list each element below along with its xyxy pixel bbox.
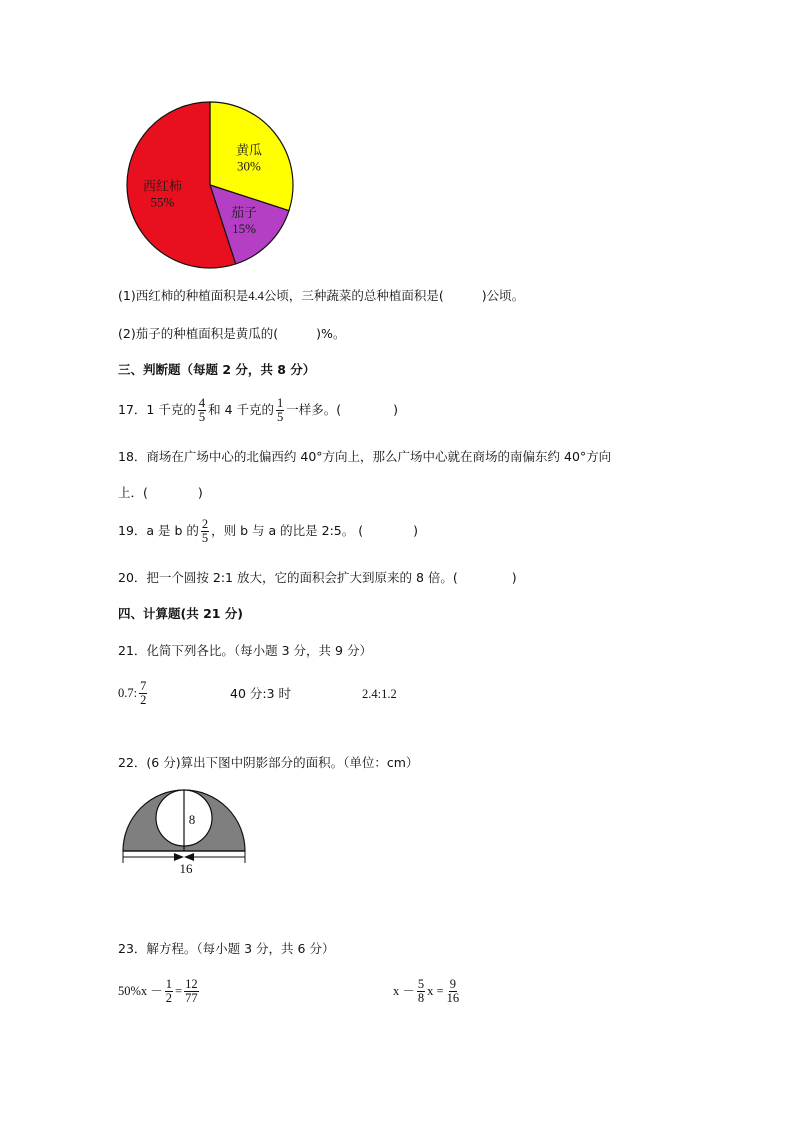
fraction: $\frac{12}{77}$ bbox=[185, 977, 198, 1006]
pie-value-1: 30% bbox=[237, 158, 261, 174]
question-pie-2 bbox=[118, 328, 345, 341]
q17-part3: 一样多。( bbox=[286, 402, 342, 418]
q23-equation-1 bbox=[118, 978, 201, 1005]
pie-chart bbox=[118, 96, 303, 276]
question-23-title: 23．解方程。（每小题 3 分，共 6 分） bbox=[118, 941, 335, 956]
q18-end: ) bbox=[197, 485, 203, 500]
q21-expr1-prefix: 0.7: bbox=[118, 686, 138, 701]
pie-value-2: 15% bbox=[232, 221, 256, 237]
q20-text: 20．把一个圆按 2:1 放大，它的面积会扩大到原来的 8 倍。( bbox=[118, 570, 458, 585]
question-20 bbox=[118, 572, 517, 585]
fraction: $\frac{9}{16}$ bbox=[446, 977, 460, 1006]
q17-end: ) bbox=[393, 402, 399, 418]
pie-label-2: 茄子 bbox=[231, 205, 258, 221]
q18-line2-text: 上．( bbox=[118, 485, 148, 500]
fraction: $\frac{7}{2}$ bbox=[140, 679, 147, 708]
pie-label-1: 黄瓜 bbox=[235, 142, 262, 158]
eq1-prefix: 50%x － bbox=[118, 984, 163, 999]
q17-part2: 和 4 千克的 bbox=[208, 402, 274, 418]
dim-label-inner: 8 bbox=[188, 812, 196, 827]
q21-expr-1 bbox=[118, 680, 149, 707]
eq2-prefix: x － bbox=[393, 984, 415, 999]
q17-part1: 1 千克的 bbox=[146, 402, 196, 418]
q-pie1-prefix: (1)西红柿的种植面积是 bbox=[118, 288, 249, 303]
eq2-mid: x = bbox=[427, 984, 444, 999]
q17-number: 17． bbox=[118, 402, 147, 418]
shaded-area-figure bbox=[118, 785, 252, 877]
q21-expr-3: 2.4:1.2 bbox=[362, 687, 397, 701]
question-21-title: 21．化简下列各比。（每小题 3 分，共 9 分） bbox=[118, 643, 372, 658]
q23-equation-2 bbox=[393, 978, 462, 1005]
pie-value-3: 55% bbox=[150, 194, 175, 210]
question-18-line1: 18．商场在广场中心的北偏西约 40°方向上，那么广场中心就在商场的南偏东约 40°方向 bbox=[118, 449, 612, 464]
q-pie1-area: 4.4 bbox=[248, 289, 264, 303]
question-18-line2 bbox=[118, 487, 203, 500]
q19-end: ) bbox=[413, 523, 418, 539]
fraction: $\frac{1}{5}$ bbox=[277, 396, 284, 425]
question-19 bbox=[118, 518, 418, 545]
question-22-title: 22．(6 分)算出下图中阴影部分的面积。（单位：cm） bbox=[118, 755, 419, 770]
dim-label-outer: 16 bbox=[179, 861, 193, 876]
q-pie1-end: )公顷。 bbox=[481, 288, 525, 303]
q-pie2-end: )%。 bbox=[316, 326, 346, 341]
section-heading-3: 三、判断题（每题 2 分，共 8 分） bbox=[118, 362, 316, 377]
dim-arrow-right bbox=[184, 853, 194, 861]
fraction: $\frac{4}{5}$ bbox=[198, 396, 206, 425]
q-pie1-mid: 公顷，三种蔬菜的总种植面积是( bbox=[263, 288, 444, 303]
fraction: $\frac{5}{8}$ bbox=[417, 977, 425, 1006]
dim-arrow-left bbox=[174, 853, 184, 861]
question-pie-1 bbox=[118, 290, 524, 303]
eq1-equals: = bbox=[175, 984, 183, 999]
question-17 bbox=[118, 397, 398, 424]
q19-part1: 19．a 是 b 的 bbox=[118, 523, 199, 539]
q21-expr-2: 40 分:3 时 bbox=[230, 686, 292, 701]
section-heading-4: 四、计算题(共 21 分) bbox=[118, 606, 244, 621]
fraction: $\frac{2}{5}$ bbox=[201, 517, 209, 546]
q-pie2-prefix: (2)茄子的种植面积是黄瓜的( bbox=[118, 326, 279, 341]
q19-part2: ，则 b 与 a 的比是 2:5。 ( bbox=[211, 523, 364, 539]
pie-label-3: 西红柿 bbox=[142, 178, 182, 194]
q20-end: ) bbox=[511, 570, 517, 585]
fraction: $\frac{1}{2}$ bbox=[165, 977, 173, 1006]
